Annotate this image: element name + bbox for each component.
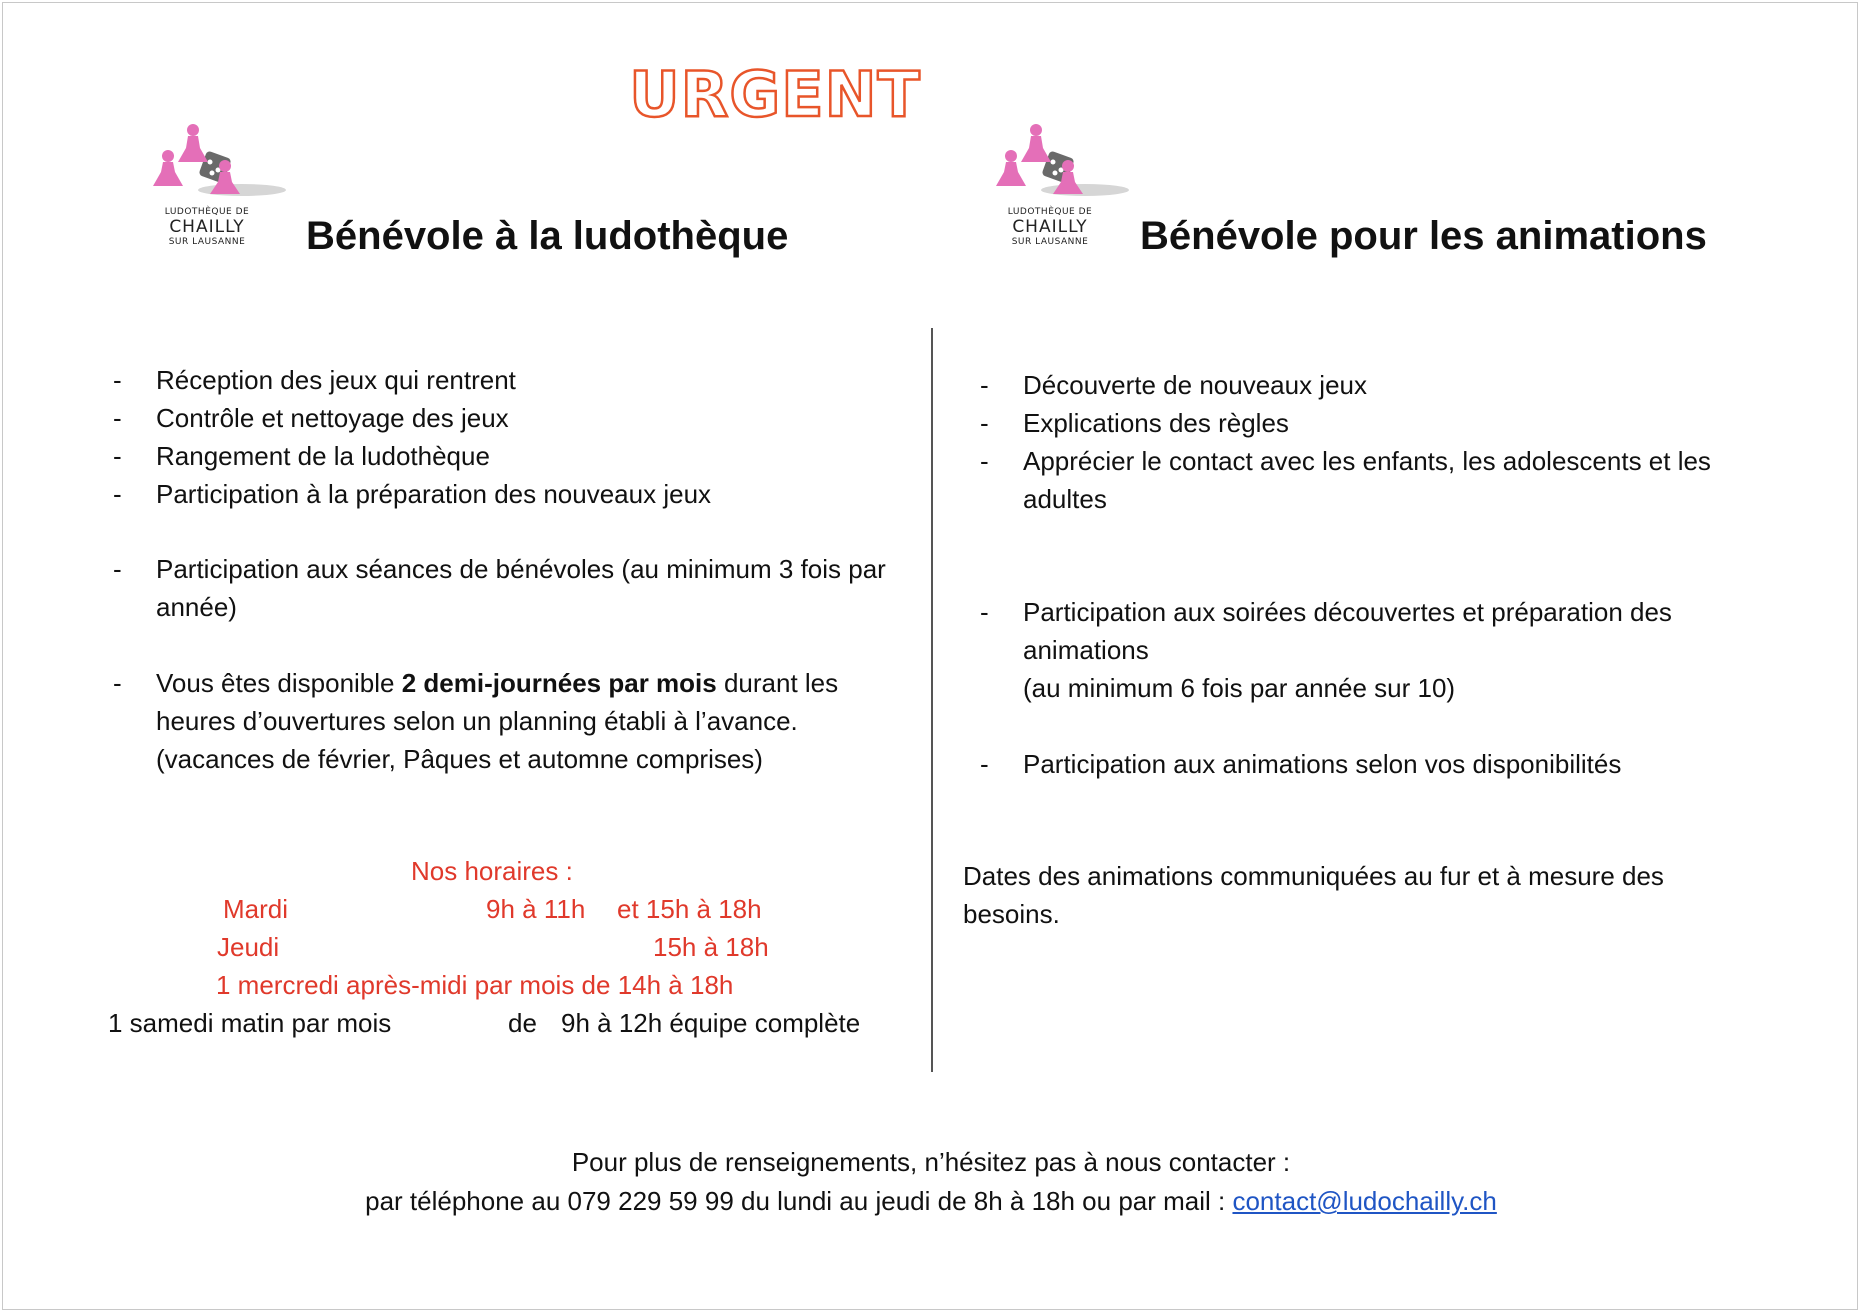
hours-tuesday-afternoon: et 15h à 18h	[617, 894, 762, 924]
list-item: - Participation aux séances de bénévoles (au minimum 3 fois par année)	[113, 554, 886, 622]
list-item: - Participation à la préparation des nouveaux jeux	[113, 479, 712, 509]
right-task-list-2	[980, 593, 1780, 707]
logo-text: LUDOTHÈQUE DE CHAILLY SUR LAUSANNE	[164, 207, 250, 247]
urgent-title: URGENT	[629, 58, 921, 131]
list-item: - Participation aux animations selon vos disponibilités	[980, 749, 1622, 779]
left-task-list-3	[113, 664, 913, 778]
hours-saturday-time: 9h à 12h équipe complète	[561, 1008, 861, 1038]
right-task-list-3	[980, 745, 1780, 783]
list-item: - Réception des jeux qui rentrent	[113, 365, 516, 395]
left-task-list-2	[113, 550, 913, 626]
footer-line-1: Pour plus de renseignements, n’hésitez pas à nous contacter :	[571, 1147, 1291, 1177]
pawns-dice-icon	[152, 122, 292, 212]
hours-tuesday-morning: 9h à 11h	[486, 894, 586, 924]
hours-title: Nos horaires :	[411, 856, 573, 886]
hours-thursday-label: Jeudi	[217, 932, 280, 962]
animations-note: Dates des animations communiquées au fur et à mesure des besoins.	[963, 861, 1664, 929]
hours-saturday-de: de	[508, 1008, 537, 1038]
footer-line-2: par téléphone au 079 229 59 99 du lundi au jeudi de 8h à 18h ou par mail : contact@ludochailly.ch	[365, 1186, 1497, 1216]
hours-saturday-label: 1 samedi matin par mois	[108, 1008, 392, 1038]
list-item: - Participation aux soirées découvertes et préparation des animations (au minimum 6 fois par année sur 10)	[980, 597, 1672, 703]
column-divider	[931, 328, 933, 1072]
list-item: - Apprécier le contact avec les enfants, les adolescents et les adultes	[980, 446, 1711, 514]
list-item: - Contrôle et nettoyage des jeux	[113, 403, 509, 433]
list-item: - Rangement de la ludothèque	[113, 441, 490, 471]
email-link[interactable]: contact@ludochailly.ch	[1232, 1186, 1497, 1216]
left-heading: Bénévole à la ludothèque	[306, 214, 789, 258]
footer-contact	[0, 1143, 1862, 1221]
list-item: - Explications des règles	[980, 408, 1289, 438]
hours-tuesday-label: Mardi	[223, 894, 289, 924]
list-item: - Vous êtes disponible 2 demi-journées par mois durant les heures d’ouvertures selon un planning établi à l’avance. (vacances de février, Pâques et automne comprises)	[113, 668, 839, 774]
left-task-list	[113, 361, 913, 513]
list-item: - Découverte de nouveaux jeux	[980, 370, 1368, 400]
hours-thursday-time: 15h à 18h	[653, 932, 769, 962]
hours-wednesday: 1 mercredi après-midi par mois de 14h à 18h	[216, 970, 734, 1000]
right-task-list	[980, 366, 1780, 518]
logo-right	[995, 122, 1135, 262]
pawns-dice-icon	[995, 122, 1135, 212]
right-heading: Bénévole pour les animations	[1140, 214, 1707, 258]
logo-left	[152, 122, 292, 262]
logo-text: LUDOTHÈQUE DE CHAILLY SUR LAUSANNE	[1007, 207, 1093, 247]
